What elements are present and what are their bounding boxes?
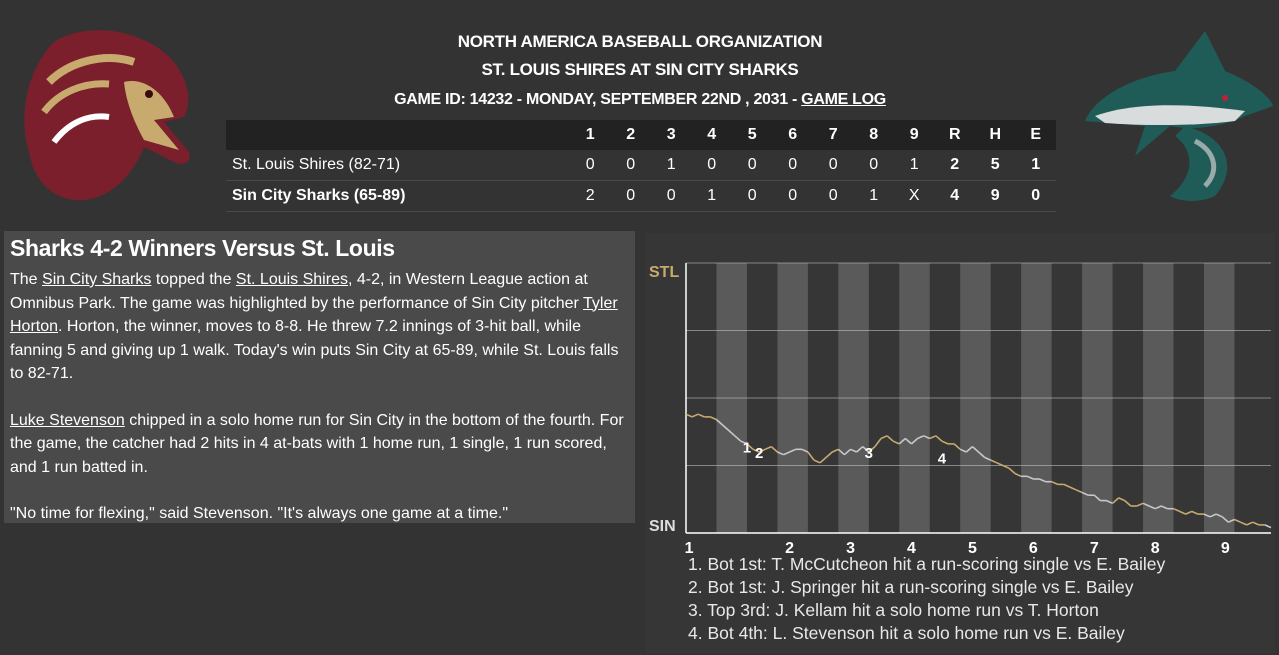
home-team-row [226,181,1056,212]
inning-header: 3 [651,120,692,150]
inning-tick-label: 4 [907,540,916,557]
inning-score: 2 [570,181,611,212]
inning-tick-label: 3 [846,540,855,557]
inning-score: 0 [732,181,773,212]
game-info [230,86,1050,114]
recap-text: topped the [151,271,236,288]
inning-tick-label: 9 [1220,540,1230,557]
win-probability-segment [698,414,704,417]
recap-paragraph [10,268,629,386]
inning-tick-label: 5 [967,540,977,557]
home-team-axis-label: SIN [649,518,676,535]
runs-total: 4 [935,181,976,212]
win-probability-segment [686,414,692,417]
player-link-horton[interactable]: Tyler Horton [10,294,618,335]
win-probability-segment [1015,474,1021,477]
inning-tick-label: 6 [1028,540,1038,557]
inning-score: 0 [611,150,652,181]
win-probability-segment [814,460,820,463]
event-marker: 2 [754,445,764,462]
win-probability-segment [710,417,716,420]
inning-score: 0 [570,150,611,181]
event-marker: 1 [742,439,752,457]
event-item: 1. Bot 1st: T. McCutcheon hit a run-scoring single vs E. Bailey [688,554,1166,574]
runs-header: R [935,120,976,150]
win-probability-segment [1241,522,1247,525]
inning-tick-label: 2 [785,540,795,557]
win-probability-segment [942,441,948,444]
team-link-sharks[interactable]: Sin City Sharks [42,271,152,288]
team-link-shires[interactable]: St. Louis Shires [235,271,348,288]
win-probability-segment [875,439,881,447]
recap-text: , 4-2, in Western League action at Omnibus Park. The game was highlighted by the performance of Sin City pitcher [10,271,588,312]
win-probability-segment [887,436,893,441]
inning-header: 1 [570,120,611,150]
event-item: 3. Top 3rd: J. Kellam hit a solo home run vs T. Horton [688,600,1099,620]
inning-score: 0 [854,150,895,181]
game-header [230,28,1050,114]
win-probability-segment [1137,503,1143,506]
win-probability-segment [1253,522,1259,525]
inning-score: 0 [732,150,773,181]
game-log-link[interactable]: GAME LOG [801,91,886,108]
runs-total: 2 [935,150,976,181]
recap-paragraph [10,409,629,480]
win-probability-segment [1064,484,1070,487]
win-probability-segment [826,452,832,457]
recap-text: chipped in a solo home run for Sin City in the bottom of the fourth. For the game, the catcher had 2 hits in 4 at-bats with 1 home run, 1 single, 1 run scored, and 1 run batted in. [10,411,624,476]
win-probability-segment [1052,482,1058,485]
win-probability-segment [930,436,936,439]
hits-header: H [975,120,1016,150]
recap-text: The [10,271,43,288]
game-id-date: GAME ID: 14232 - MONDAY, SEPTEMBER 22ND , 2031 - [394,91,802,108]
win-probability-segment [1125,501,1131,506]
linescore-header-row [226,120,1056,150]
inning-header: 9 [894,120,935,150]
win-probability-segment [1076,490,1082,493]
hits-total: 5 [975,150,1016,181]
inning-score: X [894,181,935,212]
event-item: 4. Bot 4th: L. Stevenson hit a solo home run vs E. Bailey [688,623,1125,643]
errors-header: E [1016,120,1057,150]
inning-score: 0 [651,181,692,212]
matchup-title: ST. LOUIS SHIRES AT SIN CITY SHARKS [481,60,799,79]
win-probability-segment [820,457,826,462]
win-probability-segment [1247,522,1253,525]
errors-total: 1 [1016,150,1057,181]
league-name: NORTH AMERICA BASEBALL ORGANIZATION [457,32,823,51]
win-probability-segment [1180,511,1186,514]
inning-score: 0 [813,181,854,212]
win-probability-segment [808,452,814,460]
recap-text: . Horton, the winner, moves to 8-8. He threw 7.2 innings of 3-hit ball, while fanning 5 and giving up 1 walk. Today's win puts Sin City at 65-89, while St. Louis falls to 82-71. [10,318,619,382]
team-name: St. Louis Shires (82-71) [226,150,570,181]
event-marker: 4 [937,450,947,468]
inning-score: 0 [773,150,814,181]
hits-total: 9 [975,181,1016,212]
team-column-header [226,120,570,150]
win-probability-segment [832,449,838,452]
inning-header: 8 [854,120,895,150]
game-recap [4,231,635,523]
win-probability-segment [765,447,771,450]
inning-header: 2 [611,120,652,150]
win-probability-segment [936,436,942,441]
win-probability-segment [1070,487,1076,490]
horse-head-logo [14,22,204,204]
win-probability-segment [997,463,1003,466]
scoring-events-list [688,553,1165,645]
inning-score: 1 [894,150,935,181]
recap-quote: "No time for flexing," said Stevenson. "It's always one game at a time." [10,505,508,522]
win-probability-segment [881,436,887,439]
win-probability-segment [1003,466,1009,469]
team-name: Sin City Sharks (65-89) [226,181,570,212]
shark-logo [1075,26,1275,204]
win-probability-segment [1009,468,1015,473]
inning-tick-label: 7 [1089,540,1099,557]
win-probability-segment [1192,511,1198,514]
inning-score: 0 [611,181,652,212]
inning-score: 1 [692,181,733,212]
inning-tick-label: 8 [1150,540,1160,557]
inning-score: 0 [813,150,854,181]
win-probability-segment [1113,498,1119,503]
win-probability-segment [1265,525,1271,528]
inning-header: 4 [692,120,733,150]
errors-total: 0 [1016,181,1057,212]
inning-header: 7 [813,120,854,150]
event-marker: 3 [864,445,873,462]
inning-header: 6 [773,120,814,150]
event-item: 2. Bot 1st: J. Springer hit a run-scoring single vs E. Bailey [688,577,1134,597]
win-probability-segment [692,414,698,417]
player-link-stevenson[interactable]: Luke Stevenson [10,411,125,429]
win-probability-segment [1174,509,1180,512]
linescore-table [226,120,1056,212]
inning-score: 1 [854,181,895,212]
win-probability-segment [1234,520,1240,523]
win-probability-segment [1186,511,1192,514]
away-team-row [226,150,1056,181]
inning-score: 0 [692,150,733,181]
win-probability-segment [893,441,899,444]
inning-score: 1 [651,150,692,181]
inning-tick-label: 1 [684,540,694,557]
inning-header: 5 [732,120,773,150]
recap-headline: Sharks 4-2 Winners Versus St. Louis [10,235,395,261]
win-probability-segment [1119,498,1125,501]
away-team-axis-label: STL [649,264,680,281]
inning-score: 0 [773,181,814,212]
win-probability-segment [954,444,960,449]
win-probability-segment [991,460,997,463]
win-probability-segment [771,447,777,452]
